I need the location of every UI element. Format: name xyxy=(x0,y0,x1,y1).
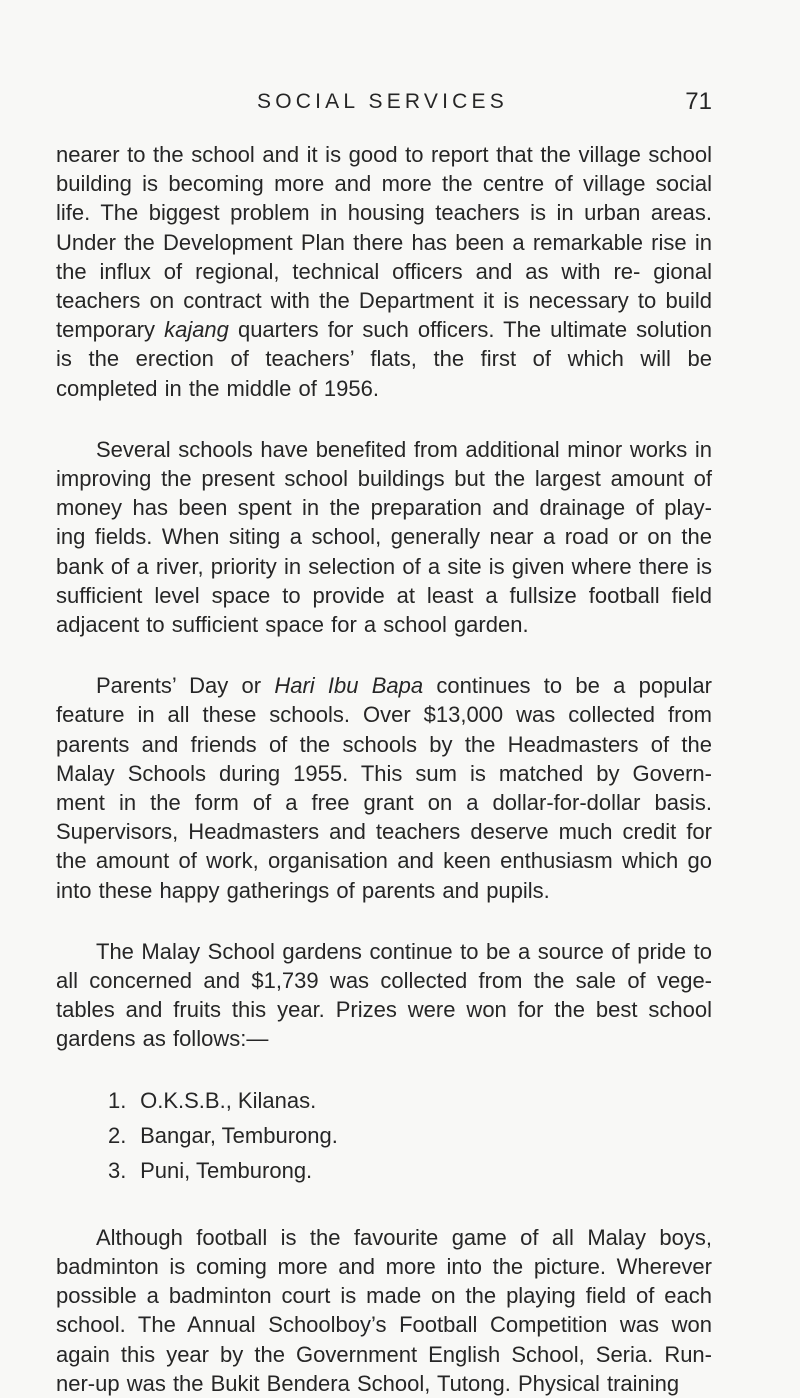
paragraph-football: Although football is the favourite game of all Malay boys, badminton is coming more and more into the picture. Wherever possible a badminton court is made on the playing field of each school. The Annual Schoolboy’s Football Competition was won again this year by the Government English School, Seria. Run- ner-up was the Bukit Bendera School, Tutong. Physical training xyxy=(56,1224,712,1396)
list-number: 3. xyxy=(108,1157,127,1183)
list-text: O.K.S.B., Kilanas. xyxy=(140,1087,317,1113)
paragraph-parents-day xyxy=(56,671,712,905)
list-number: 1. xyxy=(108,1087,127,1113)
paragraph-school-gardens: The Malay School gardens continue to be a source of pride to all concerned and $1,739 was collected from the sale of vege- tables and fruits this year. Prizes were won for the best school gardens as follows:— xyxy=(56,938,712,1052)
paragraph-minor-works: Several schools have benefited from additional minor works in improving the present school buildings but the largest amount of money has been spent in the preparation and drainage of play- ing fields. When siting a school, generally near a road or on the bank of a river, priority in selection of a site is given where there is sufficient level space to provide at least a fullsize football field adjacent to sufficient space for a school garden. xyxy=(56,436,712,638)
running-head: SOCIAL SERVICES xyxy=(257,90,508,113)
list-item xyxy=(56,1156,712,1191)
page-number: 71 xyxy=(685,88,712,115)
paragraph-housing xyxy=(56,140,712,403)
italic-term: Hari Ibu Bapa xyxy=(274,673,424,699)
paragraph-text: Parents’ Day or xyxy=(96,673,275,699)
page-header xyxy=(0,84,800,120)
paragraph-text: continues to be a popular feature in all these schools. Over $13,000 was collected from parents and friends of the schools by the Headmasters of the Malay Schools during 1955. This sum is matched by Govern- ment in the form of a free grant on a dollar-for-dollar basis. Supervisors, Headmasters and teachers deserve much credit for the amount of work, organisation and keen enthusiasm which go into these happy gatherings of parents and pupils. xyxy=(56,673,712,903)
prize-list xyxy=(56,1086,712,1191)
italic-term: kajang xyxy=(164,317,229,343)
list-number: 2. xyxy=(108,1122,127,1148)
paragraph-text: quarters for such officers. The ultimate solution is the erection of teachers’ flats, the first of which will be completed in the middle of 1956. xyxy=(56,317,712,401)
body-text xyxy=(56,140,712,1398)
list-text: Bangar, Temburong. xyxy=(140,1122,338,1148)
paragraph-text: nearer to the school and it is good to report that the village school building is becoming more and more the centre of village social life. The biggest problem in housing teachers is in urban areas. Under the Development Plan there has been a remarkable rise in the influx of regional, technical officers and as with re- gional teachers on contract with the Department it is necessary to build temporary xyxy=(56,142,712,343)
list-item xyxy=(56,1121,712,1156)
list-text: Puni, Temburong. xyxy=(140,1157,313,1183)
list-item xyxy=(56,1086,712,1121)
